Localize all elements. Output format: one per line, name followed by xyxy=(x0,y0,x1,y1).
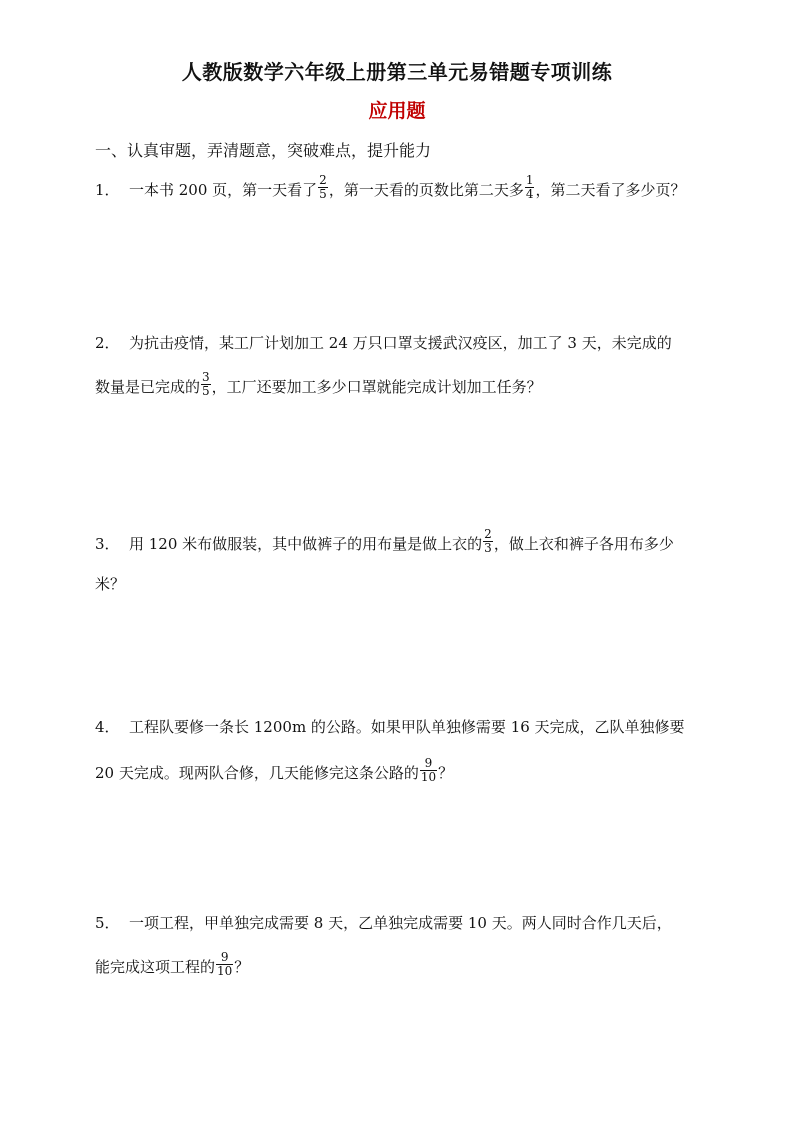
fraction-numerator: 2 xyxy=(319,173,327,187)
question-number: 3． xyxy=(95,534,120,553)
fraction-denominator: 5 xyxy=(319,187,327,201)
fraction xyxy=(420,757,437,784)
question-text: 为抗击疫情，某工厂计划加工 24 万只口罩支援武汉疫区，加工了 3 天，未完成的 xyxy=(129,334,672,352)
fraction-numerator: 3 xyxy=(202,370,210,384)
fraction-numerator: 1 xyxy=(525,173,534,187)
question-number: 4． xyxy=(95,718,120,736)
question-text: 用 120 米布做服装，其中做裤子的用布量是做上衣的 xyxy=(129,534,483,553)
fraction-numerator: 2 xyxy=(484,527,492,541)
question-text: 数量是已完成的 xyxy=(95,377,201,396)
fraction-denominator: 10 xyxy=(217,964,233,978)
question-text: ，做上衣和裤子各用布多少 xyxy=(493,534,674,553)
fraction xyxy=(318,174,328,201)
question-text: 一本书 200 页，第一天看了 xyxy=(129,180,318,199)
question-number: 5． xyxy=(95,914,120,932)
fraction xyxy=(525,174,535,201)
question-text: 能完成这项工程的 xyxy=(95,957,216,976)
section-heading: 一、认真审题，弄清题意，突破难点，提升能力 xyxy=(95,141,432,160)
fraction-denominator: 5 xyxy=(202,384,210,398)
question-text: 20 天完成。现两队合修，几天能修完这条公路的 xyxy=(95,763,419,782)
fraction xyxy=(216,951,233,978)
page-subtitle: 应用题 xyxy=(368,100,426,122)
fraction xyxy=(201,371,211,398)
question-text: 工程队要修一条长 1200m 的公路。如果甲队单独修需要 16 天完成，乙队单独修要 xyxy=(129,718,685,736)
question-number: 1． xyxy=(95,180,120,199)
fraction xyxy=(483,528,493,555)
question-text: 一项工程，甲单独完成需要 8 天，乙单独完成需要 10 天。两人同时合作几天后， xyxy=(129,914,672,932)
question-text: ，工厂还要加工多少口罩就能完成计划加工任务？ xyxy=(211,377,542,396)
fraction-denominator: 3 xyxy=(484,541,492,555)
question-text: 米？ xyxy=(95,575,126,593)
fraction-numerator: 9 xyxy=(424,756,433,770)
fraction-denominator: 10 xyxy=(420,770,437,784)
page-title: 人教版数学六年级上册第三单元易错题专项训练 xyxy=(181,60,613,84)
fraction-denominator: 4 xyxy=(525,187,534,201)
fraction-numerator: 9 xyxy=(220,950,229,964)
question-text: ？ xyxy=(234,957,250,976)
question-text: ，第一天看的页数比第二天多 xyxy=(328,180,524,199)
question-number: 2． xyxy=(95,334,120,352)
question-text: ，第二天看了多少页？ xyxy=(535,180,686,199)
question-text: ？ xyxy=(438,763,454,782)
